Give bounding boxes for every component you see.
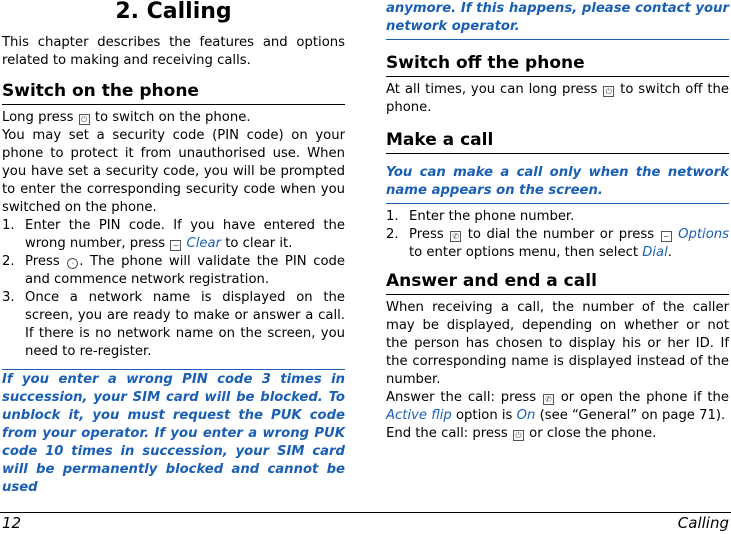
list-item: 2. Press · . The phone will validate the PIN code and commence network registration. bbox=[2, 254, 345, 287]
switch-on-paragraph-2: You may set a security code (PIN code) on your phone to protect it from unauthorised use. When you have set a security code, you will be prompted to enter the corresponding security code when you switched on the phone. bbox=[2, 128, 345, 215]
on-link: On bbox=[516, 408, 536, 423]
page-footer bbox=[0, 512, 731, 534]
answer-paragraph-2: Answer the call: press ✆ or open the phone if the Active flip option is On (see “General” on page 71). bbox=[386, 390, 729, 423]
end-key-icon: ⏻ bbox=[513, 430, 524, 441]
list-item: 1. Enter the phone number. bbox=[386, 209, 575, 224]
list-item: 3. Once a network name is displayed on the screen, you are ready to make or answer a call. If there is no network name on the screen, you need to re-register. bbox=[2, 290, 345, 359]
dial-link: Dial bbox=[642, 245, 668, 260]
list-item: 2. Press ✆ to dial the number or press − Options to enter options menu, then select Dial. bbox=[386, 227, 730, 260]
footer-section-title: Calling bbox=[677, 514, 729, 532]
end-key-icon: ⏻ bbox=[603, 86, 614, 97]
clear-link: Clear bbox=[186, 236, 222, 251]
options-link: Options bbox=[678, 227, 730, 242]
left-column bbox=[2, 0, 345, 497]
heading-make-call: Make a call bbox=[386, 129, 729, 154]
pin-warning-note-continued: anymore. If this happens, please contact your network operator. bbox=[386, 0, 729, 40]
make-call-note: You can make a call only when the network name appears on the screen. bbox=[386, 164, 729, 204]
pin-warning-note: If you enter a wrong PIN code 3 times in succession, your SIM card will be blocked. To unblock it, you must request the PUK code from your operator. If you enter a wrong PUK code 10 times in succession, your SIM card will be permanently blocked and cannot be used bbox=[2, 369, 345, 497]
switch-off-paragraph: At all times, you can long press ⏻ to switch off the phone. bbox=[386, 82, 729, 115]
list-item: 1. Enter the PIN code. If you have entered the wrong number, press − Clear to clear it. bbox=[2, 218, 345, 251]
switch-on-paragraph-1: Long press ⏻ to switch on the phone. bbox=[2, 110, 251, 125]
end-key-icon: ⏻ bbox=[79, 114, 90, 125]
ok-key-icon: · bbox=[67, 258, 78, 269]
heading-switch-off: Switch off the phone bbox=[386, 52, 729, 77]
page-number: 12 bbox=[2, 514, 22, 532]
right-softkey-icon: − bbox=[170, 240, 181, 251]
call-key-icon: ✆ bbox=[450, 231, 461, 242]
active-flip-link: Active flip bbox=[386, 408, 452, 423]
make-call-steps bbox=[386, 208, 729, 262]
heading-switch-on: Switch on the phone bbox=[2, 80, 345, 105]
answer-paragraph-1: When receiving a call, the number of the caller may be displayed, depending on whether or not the person has chosen to display his or her ID. If the corresponding name is displayed instead of the number. bbox=[386, 300, 729, 387]
intro-paragraph: This chapter describes the features and options related to making and receiving calls. bbox=[2, 35, 345, 68]
left-softkey-icon: − bbox=[661, 231, 672, 242]
chapter-title: 2. Calling bbox=[115, 0, 232, 24]
right-column bbox=[386, 0, 729, 443]
switch-on-steps bbox=[2, 217, 345, 361]
heading-answer-end: Answer and end a call bbox=[386, 270, 729, 295]
call-key-icon: ✆ bbox=[543, 394, 554, 405]
answer-paragraph-3: End the call: press ⏻ or close the phone. bbox=[386, 426, 657, 441]
